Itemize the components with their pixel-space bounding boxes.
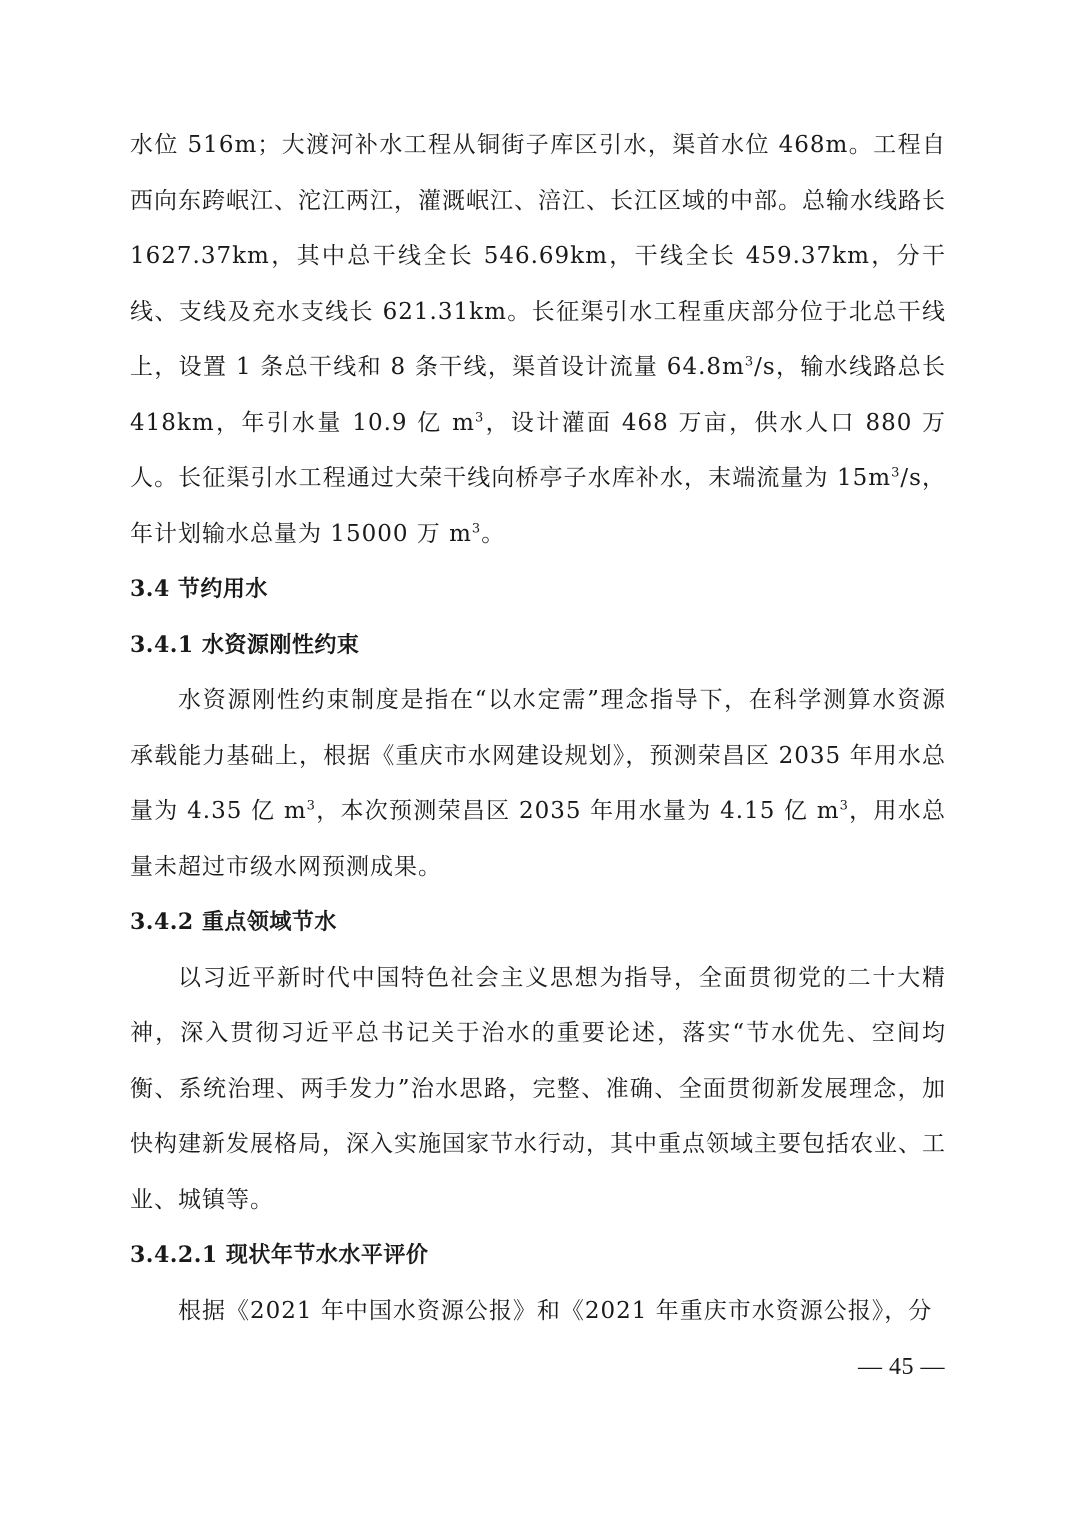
document-body — [130, 118, 946, 1339]
paragraph-key-areas: 以习近平新时代中国特色社会主义思想为指导，全面贯彻党的二十大精神，深入贯彻习近平总书记关于治水的重要论述，落实“节水优先、空间均衡、系统治理、两手发力”治水思路，完整、准确、全面贯彻新发展理念，加快构建新发展格局，深入实施国家节水行动，其中重点领域主要包括农业、工业、城镇等。 — [130, 964, 946, 1213]
text-run: 水位 516m；大渡河补水工程从铜街子库区引水，渠首水位 468m。工程自西向东跨岷江、沱江两江，灌溉岷江、涪江、长江区域的中部。总输水线路长 1627.37km，其中总干线全长 546.69km，干线全长 459.37km，分干线、支线及充水支线长 621.31km。长征渠引水工程重庆部分位于北总干线上，设置 1 条总干线和 8 条干线，渠首设计流量 64.8m — [130, 132, 946, 380]
superscript: 3 — [744, 354, 755, 370]
text-run: ，本次预测荣昌区 2035 年用水量为 4.15 亿 m — [315, 798, 840, 824]
text-run: /s，输水线路总长 418km，年引水量 10.9 亿 m — [130, 354, 946, 436]
paragraph-rigid-constraint — [130, 673, 946, 895]
section-heading-3-4: 3.4 节约用水 — [130, 576, 268, 602]
superscript: 3 — [471, 520, 482, 536]
section-heading-3-4-2: 3.4.2 重点领域节水 — [130, 909, 337, 935]
text-run: ，设计灌面 468 万亩，供水人口 880 万人。长征渠引水工程通过大荣干线向桥亭子水库补水，末端流量为 15m — [130, 409, 946, 491]
paragraph-water-supply-project — [130, 118, 946, 562]
section-heading-3-4-1: 3.4.1 水资源刚性约束 — [130, 631, 360, 658]
superscript: 3 — [891, 465, 901, 481]
superscript: 3 — [839, 798, 849, 814]
text-run: 水资源刚性约束制度是指在“以水定需”理念指导下，在科学测算水资源承载能力基础上，根据《重庆市水网建设规划》，预测荣昌区 2035 年用水总量为 4.35 亿 m — [130, 687, 946, 824]
text-run: ，用水总量未超过市级水网预测成果。 — [130, 798, 947, 880]
text-run: 。 — [481, 520, 506, 547]
text-run: /s，年计划输水总量为 15000 万 m — [130, 465, 947, 547]
superscript: 3 — [474, 409, 485, 425]
section-heading-3-4-2-1: 3.4.2.1 现状年节水水平评价 — [130, 1242, 429, 1268]
paragraph-evaluation: 根据《2021 年中国水资源公报》和《2021 年重庆市水资源公报》，分 — [178, 1297, 933, 1324]
superscript: 3 — [306, 798, 316, 814]
page-number: — 45 — — [858, 1354, 945, 1380]
